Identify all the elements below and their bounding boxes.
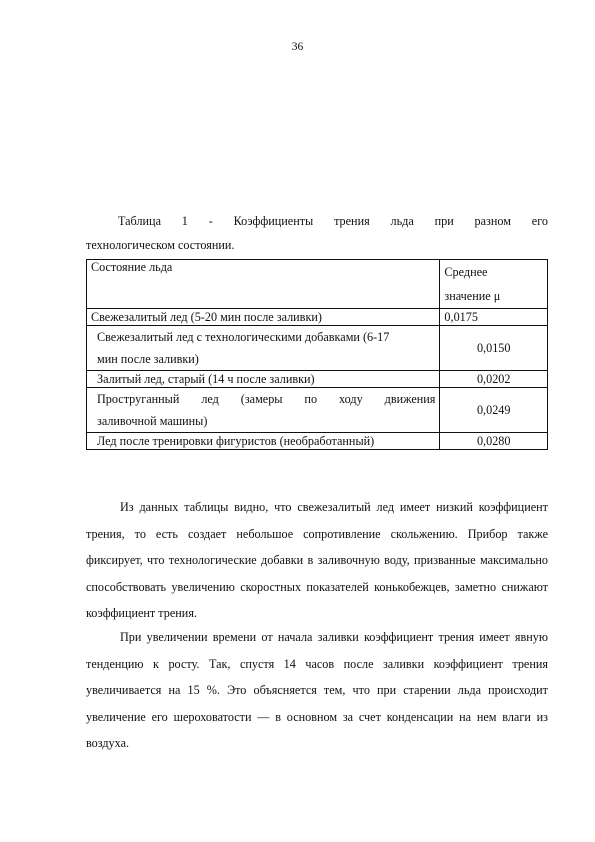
caption-line-1 — [86, 209, 548, 233]
row-value: 0,0202 — [440, 371, 548, 388]
table-caption — [86, 209, 548, 257]
page-number: 36 — [291, 41, 304, 53]
row-state: Свежезалитый лед (5-20 мин после заливки) — [87, 309, 440, 326]
row-state-line2: заливочной машины) — [97, 414, 208, 428]
paragraph-1: Из данных таблицы видно, что свежезалитый лед имеет низкий коэффициент трения, то есть создает небольшое сопротивление скольжению. Прибор также фиксирует, что технологические добавки в заливочную воду, призванные максимально способствовать увеличению скоростных показателей конькобежцев, заметно снижают коэффициент трения. — [86, 500, 548, 620]
caption-word: льда — [390, 214, 414, 228]
caption-word: его — [531, 214, 548, 228]
header-value-line2: значение μ — [444, 289, 501, 303]
row-value: 0,0150 — [440, 326, 548, 371]
caption-word: Коэффициенты — [233, 214, 314, 228]
row-state-line2: мин после заливки) — [97, 352, 199, 366]
row-value: 0,0249 — [440, 388, 548, 433]
row-value: 0,0175 — [440, 309, 548, 326]
row-state: Лед после тренировки фигуристов (необработанный) — [87, 433, 440, 450]
row-state: Залитый лед, старый (14 ч после заливки) — [87, 371, 440, 388]
caption-line-2: технологическом состоянии. — [86, 238, 235, 252]
table-header-row — [87, 260, 548, 309]
row-state — [87, 326, 440, 371]
row-value: 0,0280 — [440, 433, 548, 450]
header-value-line1: Среднее — [444, 265, 488, 279]
row-state-line1: Проструганный лед (замеры по ходу движения — [97, 392, 436, 406]
table-row — [87, 326, 548, 371]
caption-word: разном — [474, 214, 511, 228]
caption-word: 1 — [181, 214, 188, 228]
table-row — [87, 388, 548, 433]
caption-word: Таблица — [118, 214, 161, 228]
paragraph-2: При увеличении времени от начала заливки коэффициент трения имеет явную тенденцию к росту. Так, спустя 14 часов после заливки коэффициент трения увеличивается на 15 %. Это объясняется тем, что при старении льда происходит увеличение его шероховатости — в основном за счет конденсации на нем влаги из воздуха. — [86, 630, 548, 750]
caption-word: при — [434, 214, 454, 228]
caption-word: трения — [334, 214, 370, 228]
row-state — [87, 388, 440, 433]
header-state: Состояние льда — [87, 260, 440, 309]
header-value — [440, 260, 548, 309]
table-row — [87, 371, 548, 388]
table-row — [87, 309, 548, 326]
row-state-line1: Свежезалитый лед с технологическими добавками (6-17 — [97, 330, 390, 344]
friction-table — [86, 259, 548, 450]
caption-word: - — [208, 214, 213, 228]
table-row — [87, 433, 548, 450]
